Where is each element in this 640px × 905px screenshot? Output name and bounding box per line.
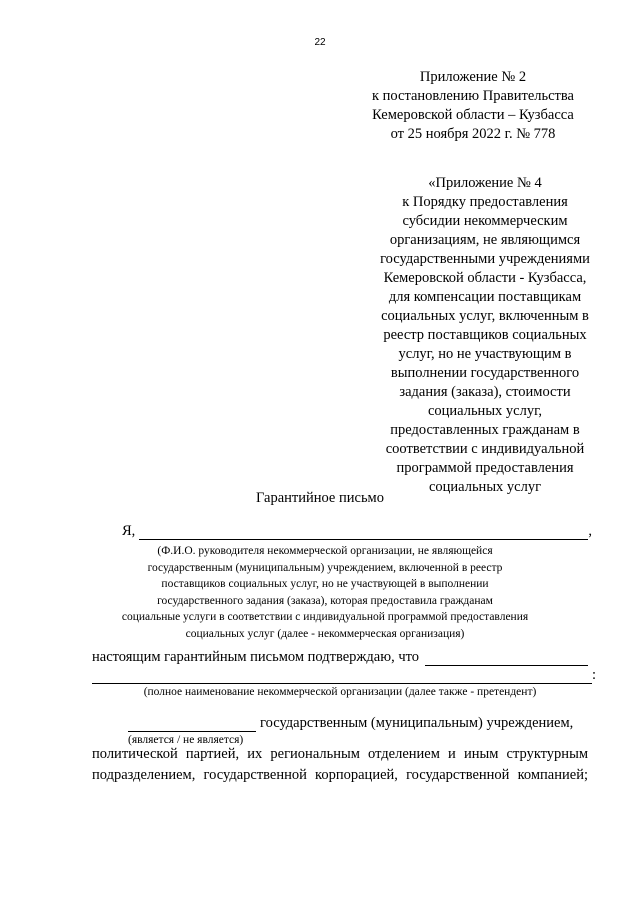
fio-hint (105, 543, 545, 642)
name-suffix: : (591, 667, 596, 683)
appendix-4-header (360, 174, 610, 497)
organization-name-blank-field[interactable] (92, 669, 592, 684)
appendix-4-line: задания (заказа), стоимости (399, 384, 571, 400)
fio-hint-line: государственным (муниципальным) учреждением, включенной в реестр (147, 561, 503, 574)
appendix-4-line: социальных услуг (428, 479, 542, 495)
appendix-4-line: Кемеровской области - Кузбасса, (383, 270, 587, 286)
fio-hint-line: поставщиков социальных услуг, но не участвующей в выполнении (161, 578, 489, 590)
body-line: подразделением, государственной корпорацией, государственной компанией; (92, 767, 588, 783)
fio-blank-field[interactable] (139, 525, 588, 540)
status-row (128, 714, 588, 732)
status-text: государственным (муниципальным) учреждением, (260, 715, 574, 731)
ya-prefix: Я, (122, 523, 136, 539)
appendix-4-line: выполнении государственного (390, 365, 580, 381)
appendix-4-line: организациям, не являющимся (389, 232, 581, 248)
appendix-4-line: реестр поставщиков социальных (383, 327, 587, 343)
appendix-4-line: услуг, но не участвующим в (398, 346, 572, 362)
appendix-4-line: к Порядку предоставления (402, 194, 568, 210)
appendix-4-line: государственными учреждениями (380, 251, 590, 267)
letter-title: Гарантийное письмо (255, 490, 384, 506)
status-hint: (является / не является) (128, 734, 244, 746)
appendix-4-line: «Приложение № 4 (428, 175, 542, 191)
confirm-text: настоящим гарантийным письмом подтверждаю, что (92, 649, 420, 665)
appendix-2-line: к постановлению Правительства (372, 88, 574, 104)
organization-name-hint: (полное наименование некоммерческой организации (далее также - претендент) (143, 686, 537, 698)
fio-hint-line: (Ф.И.О. руководителя некоммерческой организации, не являющейся (157, 545, 493, 557)
fio-entry-row (122, 522, 592, 540)
appendix-4-line: программой предоставления (396, 460, 574, 476)
status-blank-field[interactable] (128, 717, 256, 732)
appendix-4-line: для компенсации поставщикам (388, 289, 582, 305)
confirm-row (92, 648, 588, 666)
fio-hint-line: государственного задания (заказа), которая предоставила гражданам (157, 594, 493, 607)
appendix-4-line: социальных услуг, (427, 403, 543, 419)
organization-name-row (92, 666, 596, 684)
body-paragraph (92, 744, 588, 786)
appendix-4-line: предоставленных гражданам в (390, 422, 580, 438)
organization-blank-field[interactable] (425, 651, 588, 666)
appendix-2-line: от 25 ноября 2022 г. № 778 (390, 126, 556, 142)
appendix-4-line: соответствии с индивидуальной (385, 441, 585, 457)
appendix-4-line: социальных услуг, включенным в (381, 308, 589, 324)
page-number: 22 (314, 37, 326, 48)
fio-hint-line: социальные услуги в соответствии с индивидуальной программой предоставления (121, 611, 529, 623)
appendix-4-line: субсидии некоммерческим (402, 213, 568, 229)
appendix-2-line: Кемеровской области – Кузбасса (372, 107, 574, 123)
appendix-2-header (330, 68, 616, 144)
appendix-2-line: Приложение № 2 (419, 69, 527, 85)
ya-suffix: , (588, 523, 592, 539)
body-line: политической партией, их региональным отделением и иным структурным (92, 746, 588, 762)
fio-hint-line: социальных услуг (далее - некоммерческая организация) (185, 627, 465, 640)
